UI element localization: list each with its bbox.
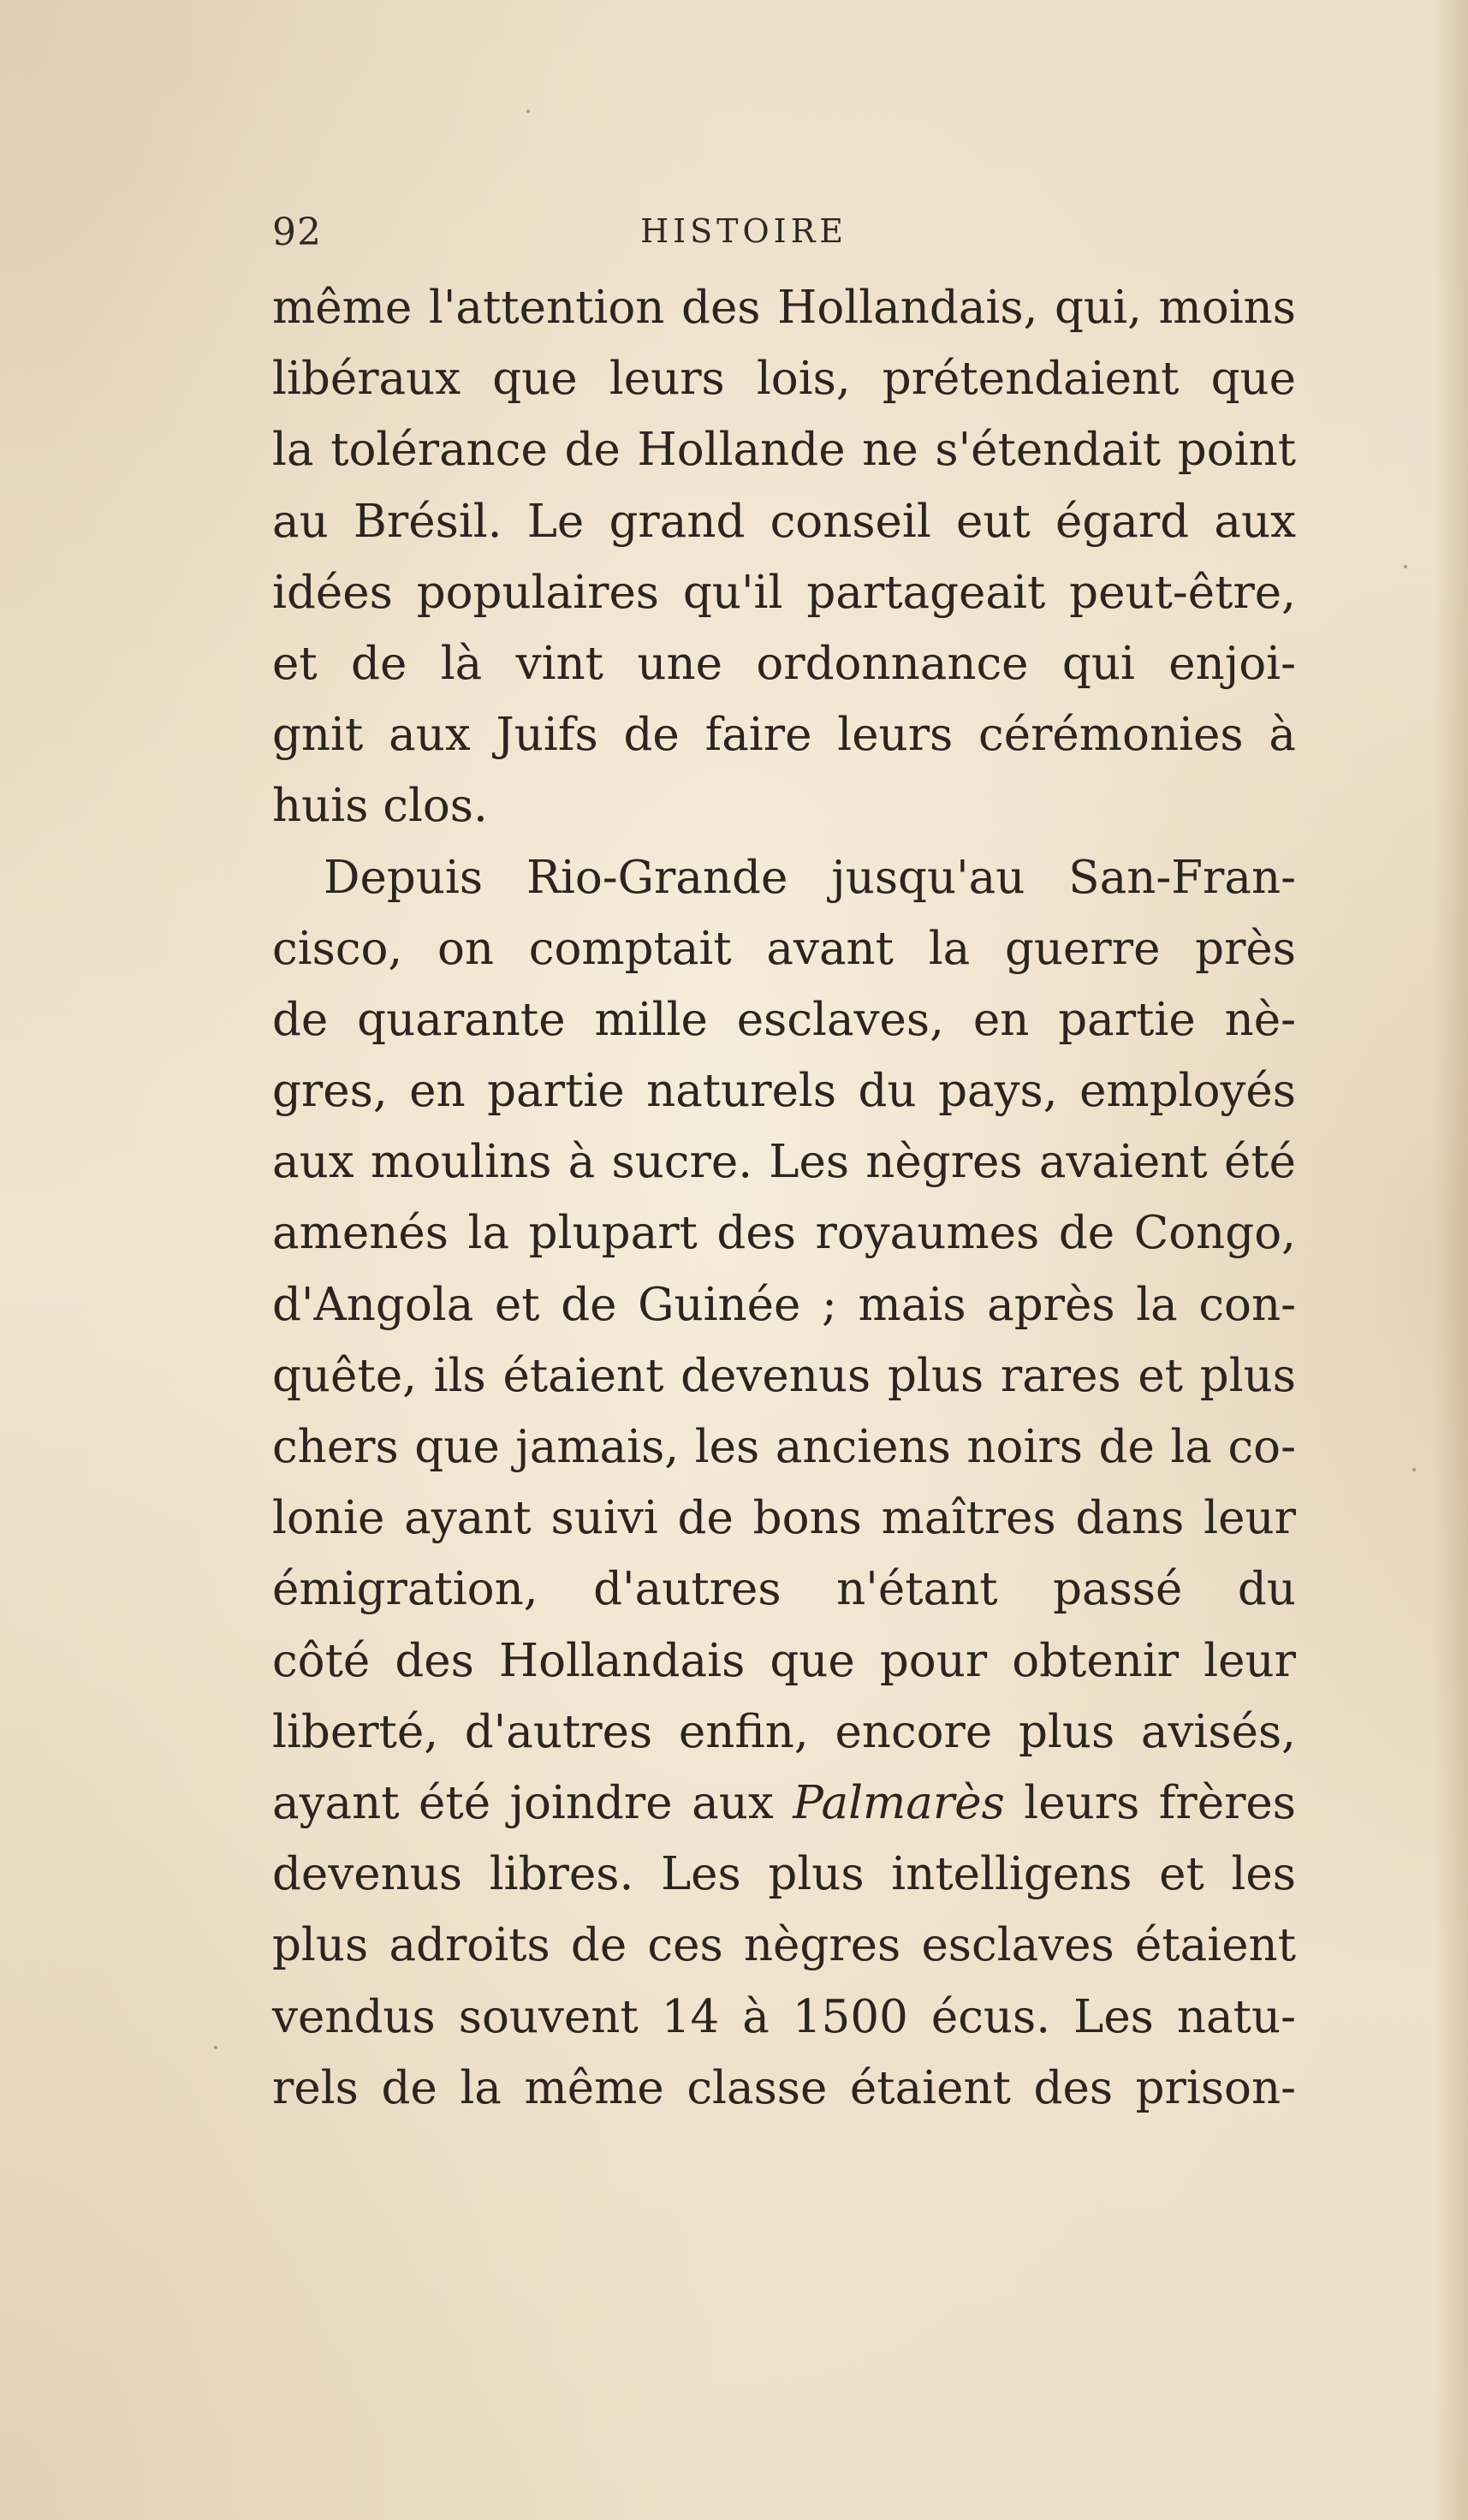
text-line: aux moulins à sucre. Les nègres avaient été [272,1136,1296,1189]
text-line: de quarante mille esclaves, en partie nè- [272,993,1296,1046]
page-header [272,205,1385,265]
text-line-with-italic [272,1768,1296,1839]
text-line: côté des Hollandais que pour obtenir leur [272,1634,1296,1687]
text-line: même l'attention des Hollandais, qui, moins [272,282,1296,334]
text-fragment: leurs frères [1004,1776,1296,1829]
italic-term: Palmarès [793,1776,1005,1829]
text-line: lonie ayant suivi de bons maîtres dans leur [272,1492,1296,1545]
paper-speck [526,110,530,113]
text-line: idées populaires qu'il partageait peut-être, [272,566,1296,619]
text-line: gres, en partie naturels du pays, employés [272,1065,1296,1118]
text-line: vendus souvent 14 à 1500 écus. Les natu- [272,1990,1296,2043]
text-line: plus adroits de ces nègres esclaves étaient [272,1919,1296,1972]
text-line: amenés la plupart des royaumes de Congo, [272,1207,1296,1260]
text-line: quête, ils étaient devenus plus rares et plus [272,1349,1296,1402]
text-line: au Brésil. Le grand conseil eut égard aux [272,495,1296,548]
text-line: huis clos. [272,780,488,833]
text-line: rels de la même classe étaient des prison- [272,2061,1296,2114]
running-head: HISTOIRE [640,212,848,250]
body-text [272,272,1296,2124]
text-fragment: ayant été joindre aux [272,1776,793,1829]
text-line: gnit aux Juifs de faire leurs cérémonies à [272,709,1296,762]
paper-speck [214,2046,217,2049]
text-line: et de là vint une ordonnance qui enjoi- [272,637,1296,690]
paper-speck [1404,565,1407,568]
text-line: chers que jamais, les anciens noirs de la co- [272,1421,1296,1473]
text-line: Depuis Rio-Grande jusqu'au San-Fran- [324,851,1296,904]
page-number: 92 [272,211,322,254]
paper-speck [1412,1468,1416,1471]
text-line: libéraux que leurs lois, prétendaient que [272,353,1296,406]
text-line: devenus libres. Les plus intelligens et les [272,1848,1296,1901]
text-line: d'Angola et de Guinée ; mais après la con- [272,1278,1296,1331]
text-line: cisco, on comptait avant la guerre près [272,922,1296,975]
text-line: liberté, d'autres enfin, encore plus avisés, [272,1705,1296,1758]
text-line: émigration, d'autres n'étant passé du [272,1563,1296,1616]
text-line: la tolérance de Hollande ne s'étendait point [272,424,1296,477]
page-edge-shadow [1434,0,1468,2520]
